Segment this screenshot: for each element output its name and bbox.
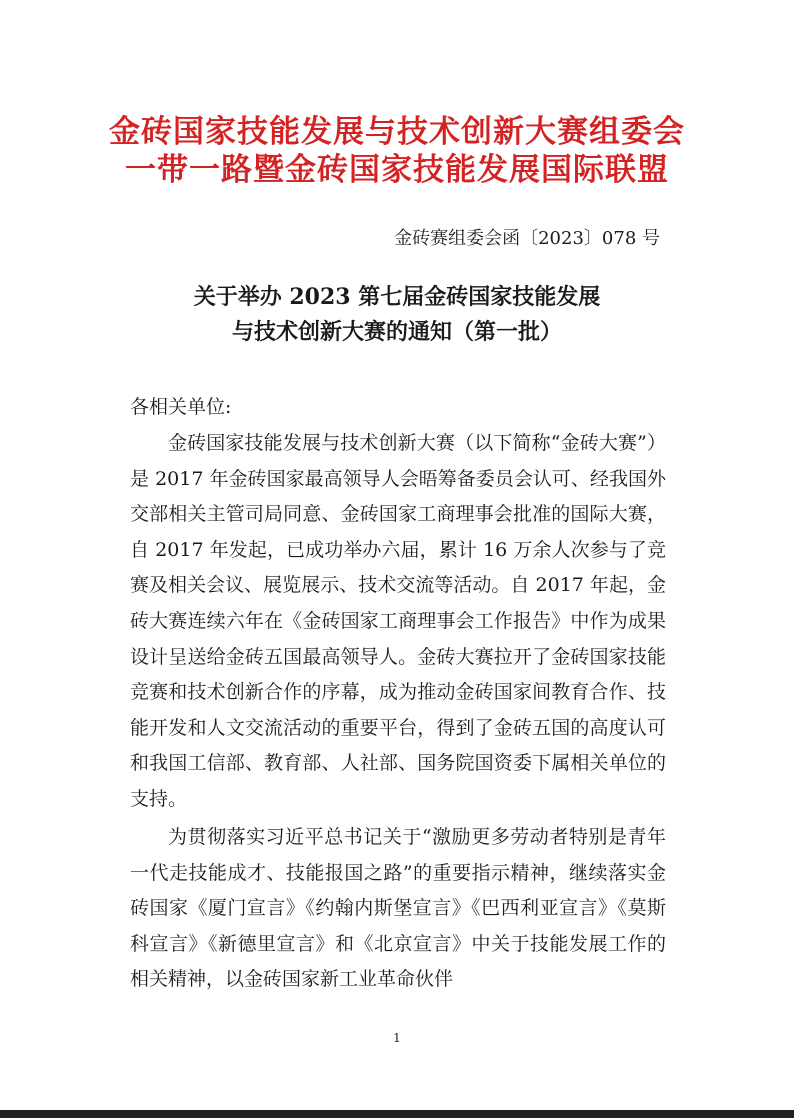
salutation: 各相关单位: xyxy=(130,396,232,418)
page-number: 1 xyxy=(393,1031,401,1045)
document-reference-number: 金砖赛组委会函〔2023〕078 号 xyxy=(394,228,660,249)
body-paragraph-2: 为贯彻落实习近平总书记关于“激励更多劳动者特别是青年一代走技能成才、技能报国之路”的重要指示精神，继续落实金砖国家《厦门宣言》《约翰内斯堡宣言》《巴西利亚宣言》《莫斯科宣言》《新德里宣言》和《北京宣言》中关于技能发展工作的相关精神，以金砖国家新工业革命伙伴 xyxy=(130,826,666,991)
document-title-line-1: 关于举办 2023 第七届金砖国家技能发展 xyxy=(193,284,601,310)
document-title-line-2: 与技术创新大赛的通知（第一批） xyxy=(231,319,562,345)
scan-bottom-edge xyxy=(0,1110,794,1118)
body-paragraph-1: 金砖国家技能发展与技术创新大赛（以下简称“金砖大赛”）是 2017 年金砖国家最高领导人会晤筹备委员会认可、经我国外交部相关主管司局同意、金砖国家工商理事会批准的国际大赛，自 2017 年发起，已成功举办六届，累计 16 万余人次参与了竞赛及相关会议、展览展示、技术交流等活动。自 2017 年起，金砖大赛连续六年在《金砖国家工商理事会工作报告》中作为成果设计呈送给金砖五国最高领导人。金砖大赛拉开了金砖国家技能竞赛和技术创新合作的序幕，成为推动金砖国家间教育合作、技能开发和人文交流活动的重要平台，得到了金砖五国的高度认可和我国工信部、教育部、人社部、国务院国资委下属相关单位的支持。 xyxy=(130,432,666,810)
issuer-header-line-1: 金砖国家技能发展与技术创新大赛组委会 xyxy=(109,114,685,150)
issuer-header-line-2: 一带一路暨金砖国家技能发展国际联盟 xyxy=(125,152,669,188)
